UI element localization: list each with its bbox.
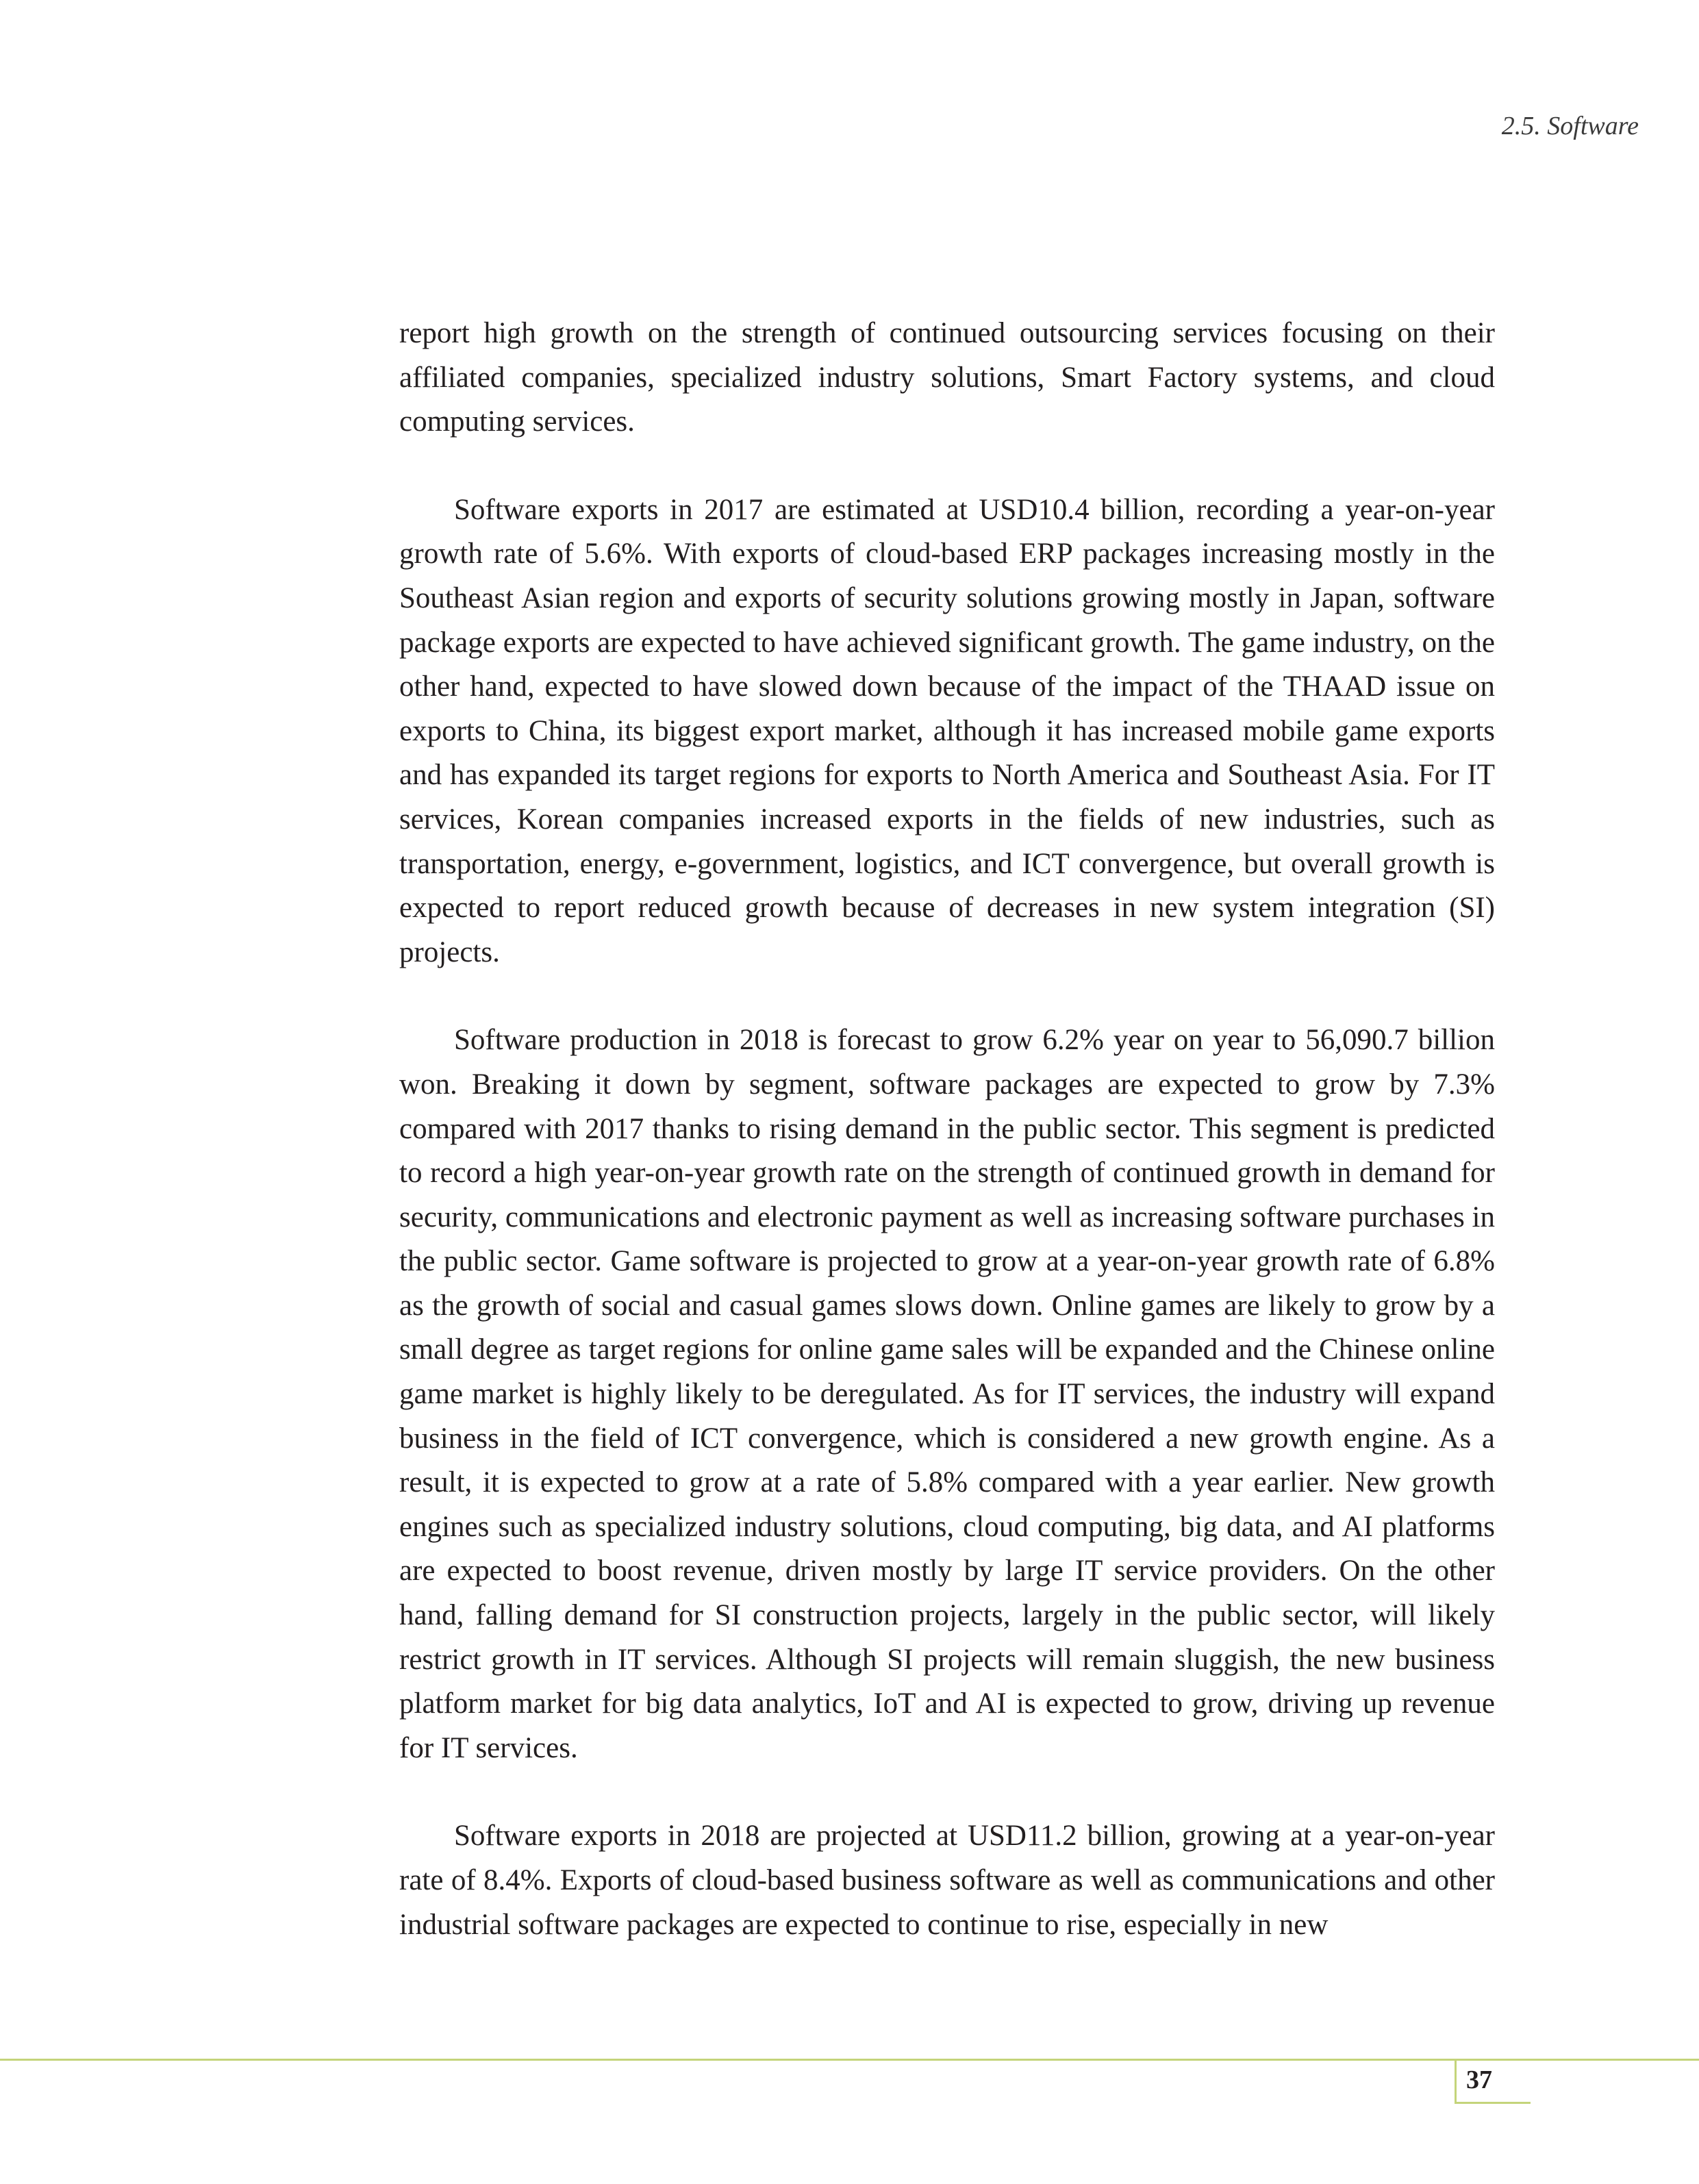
page-number-box (1455, 2061, 1531, 2104)
paragraph-production-2018: Software production in 2018 is forecast to grow 6.2% year on year to 56,090.7 billion won. Breaking it down by segment, software packages are expected to grow by 7.3% compared with 2017 thanks to rising demand in the public sector. This segment is predicted to record a high year-on-year growth rate on the strength of continued growth in demand for security, communications and electronic payment as well as increasing software purchases in the public sector. Game software is projected to grow at a year-on-year growth rate of 6.8% as the growth of social and casual games slows down. Online games are likely to grow by a small degree as target regions for online game sales will be expanded and the Chinese online game market is highly likely to be deregulated. As for IT services, the industry will expand business in the field of ICT convergence, which is considered a new growth engine. As a result, it is expected to grow at a rate of 5.8% compared with a year earlier. New growth engines such as specialized industry solutions, cloud computing, big data, and AI platforms are expected to boost revenue, driven mostly by large IT service providers. On the other hand, falling demand for SI construction projects, largely in the public sector, will likely restrict growth in IT services. Although SI projects will remain sluggish, the new business platform market for big data analytics, IoT and AI is expected to grow, driving up revenue for IT services. (399, 1024, 1495, 1764)
paragraph-continuation: report high growth on the strength of continued outsourcing services focusing on their affiliated companies, specialized industry solutions, Smart Factory systems, and cloud computing services. (399, 317, 1495, 438)
running-header: 2.5. Software (1501, 112, 1639, 140)
paragraph-exports-2018: Software exports in 2018 are projected at USD11.2 billion, growing at a year-on-year rate of 8.4%. Exports of cloud-based business software as well as communications and other industrial software packages are expected to continue to rise, especially in new (399, 1820, 1495, 1941)
footer-rule (0, 2059, 1699, 2061)
paragraph-exports-2017: Software exports in 2017 are estimated at USD10.4 billion, recording a year-on-year growth rate of 5.6%. With exports of cloud-based ERP packages increasing mostly in the Southeast Asian region and exports of security solutions growing mostly in Japan, software package exports are expected to have achieved significant growth. The game industry, on the other hand, expected to have slowed down because of the impact of the THAAD issue on exports to China, its biggest export market, although it has increased mobile game exports and has expanded its target regions for exports to North America and Southeast Asia. For IT services, Korean companies increased exports in the fields of new industries, such as transportation, energy, e-government, logistics, and ICT convergence, but overall growth is expected to report reduced growth because of decreases in new system integration (SI) projects. (399, 493, 1495, 968)
body-text (399, 312, 1495, 1991)
page-number: 37 (1466, 2066, 1492, 2094)
